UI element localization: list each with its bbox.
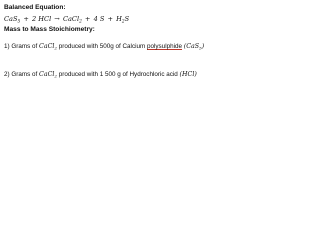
document-page xyxy=(0,0,205,89)
spellcheck-flagged-word: polysulphide xyxy=(147,43,183,50)
reactant-hydrochloric-acid: 2 HCl xyxy=(31,15,52,23)
question-text: Grams of xyxy=(11,71,38,78)
formula-calcium-polysulphide: (CaS$_5$) xyxy=(183,43,205,51)
question-text: produced with 1 500 g of Hydrochloric acid xyxy=(58,71,178,78)
balanced-equation-heading: Balanced Equation: xyxy=(4,4,66,11)
question-text: produced with 500g of Calcium xyxy=(58,43,146,50)
plus-sign: + xyxy=(107,15,114,23)
formula-calcium-chloride: CaCl$_2$ xyxy=(39,43,58,51)
formula-hydrochloric-acid: (HCl) xyxy=(179,71,197,78)
question-text: Grams of xyxy=(11,43,38,50)
mass-stoichiometry-heading: Mass to Mass Stoichiometry: xyxy=(4,26,95,33)
question-1 xyxy=(4,44,204,50)
reaction-arrow: → xyxy=(54,15,60,23)
question-number: 1) xyxy=(4,43,10,50)
plus-sign: + xyxy=(23,15,29,23)
product-calcium-chloride: CaCl$_2$ xyxy=(62,15,82,25)
product-hydrogen-sulfide: $H_2S$ xyxy=(116,15,130,25)
reactant-calcium-polysulphide: CaS$_5$ xyxy=(4,15,21,25)
chemical-equation xyxy=(4,16,129,23)
formula-calcium-chloride: CaCl$_2$ xyxy=(39,71,58,79)
plus-sign: + xyxy=(84,15,91,23)
question-number: 2) xyxy=(4,71,10,78)
question-2 xyxy=(4,72,197,78)
product-sulfur: 4 S xyxy=(93,15,105,23)
